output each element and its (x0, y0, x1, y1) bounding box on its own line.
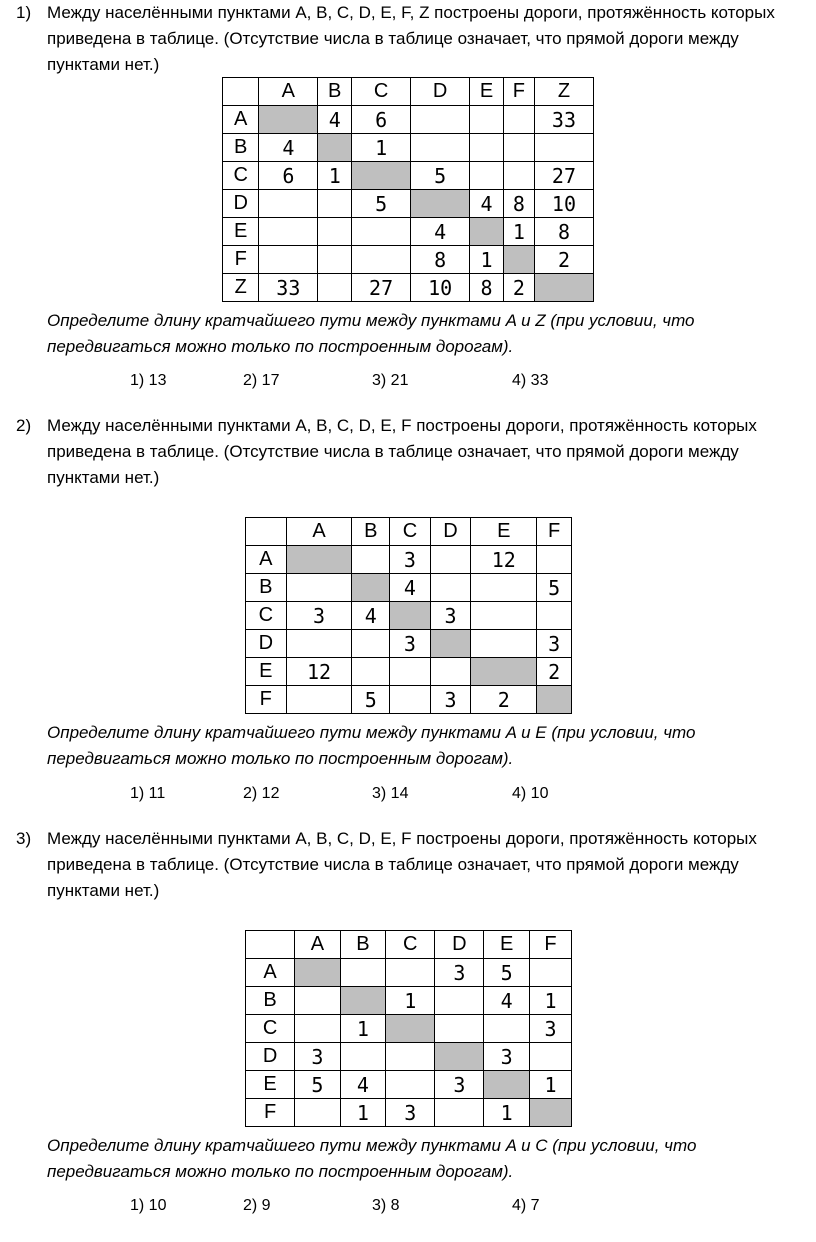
distance-cell: 1 (352, 134, 411, 162)
row-header: A (246, 546, 287, 574)
column-header: E (470, 78, 504, 106)
distance-cell: 3 (286, 602, 352, 630)
distance-cell: 12 (286, 658, 352, 686)
distance-cell: 2 (471, 686, 537, 714)
distance-cell: 4 (318, 106, 352, 134)
answer-options (0, 369, 816, 393)
distance-cell (435, 987, 484, 1015)
column-header: B (352, 518, 390, 546)
answer-option: 4) 33 (512, 372, 549, 389)
distance-cell: 4 (470, 190, 504, 218)
column-header: Z (534, 78, 593, 106)
answer-options (0, 782, 816, 806)
answer-option: 1) 13 (130, 372, 167, 389)
table-row (246, 1043, 572, 1071)
diagonal-cell (503, 246, 534, 274)
diagonal-cell (286, 546, 352, 574)
task-question: Определите длину кратчайшего пути между пунктами A и E (при условии, что передвигаться можно только по построенным дорогам). (47, 723, 696, 768)
distance-cell (503, 162, 534, 190)
distance-cell: 1 (529, 987, 571, 1015)
answer-option: 3) 21 (372, 372, 409, 389)
distance-cell (318, 246, 352, 274)
distance-cell: 3 (537, 630, 572, 658)
task-number: 1) (16, 3, 32, 22)
distance-cell: 33 (259, 274, 318, 302)
column-header: C (386, 931, 435, 959)
row-header: B (223, 134, 259, 162)
distance-cell (529, 959, 571, 987)
distance-cell (529, 1043, 571, 1071)
distance-cell (286, 686, 352, 714)
distance-cell (537, 546, 572, 574)
column-header: A (286, 518, 352, 546)
task-question: Определите длину кратчайшего пути между пунктами A и Z (при условии, что передвигаться можно только по построенным дорогам). (47, 311, 695, 356)
answer-option: 1) 10 (130, 1197, 167, 1214)
diagonal-cell (537, 686, 572, 714)
row-header: A (246, 959, 295, 987)
distance-cell: 2 (534, 246, 593, 274)
distance-cell: 1 (340, 1015, 386, 1043)
distance-cell: 12 (471, 546, 537, 574)
table-row (223, 218, 594, 246)
distance-cell: 8 (503, 190, 534, 218)
distance-cell (537, 602, 572, 630)
diagonal-cell (471, 658, 537, 686)
distance-cell: 1 (340, 1099, 386, 1127)
distance-cell (503, 106, 534, 134)
diagonal-cell (534, 274, 593, 302)
table-row (246, 1099, 572, 1127)
distance-table (222, 77, 594, 302)
table-row (246, 686, 572, 714)
column-header: F (537, 518, 572, 546)
diagonal-cell (430, 630, 471, 658)
distance-cell: 3 (430, 686, 471, 714)
table-row (246, 658, 572, 686)
table-row (223, 134, 594, 162)
diagonal-cell (390, 602, 431, 630)
task-text: Между населёнными пунктами A, B, C, D, E, F, Z построены дороги, протяжённость которых приведена в таблице. (Отсутствие числа в таблице означает, что прямой дороги между пунктами нет.) (47, 3, 775, 74)
column-header: A (259, 78, 318, 106)
diagonal-cell (470, 218, 504, 246)
diagonal-cell (340, 987, 386, 1015)
distance-cell (435, 1015, 484, 1043)
table-row (223, 274, 594, 302)
table-header-row (246, 931, 572, 959)
distance-cell: 3 (435, 959, 484, 987)
distance-cell: 3 (430, 602, 471, 630)
row-header: A (223, 106, 259, 134)
distance-cell (352, 218, 411, 246)
table-row (223, 106, 594, 134)
distance-cell: 1 (503, 218, 534, 246)
column-header: D (430, 518, 471, 546)
distance-cell: 10 (534, 190, 593, 218)
row-header: B (246, 574, 287, 602)
distance-cell (470, 106, 504, 134)
distance-cell: 3 (484, 1043, 530, 1071)
table-corner-cell (246, 518, 287, 546)
task-number: 2) (16, 416, 32, 435)
distance-cell: 33 (534, 106, 593, 134)
distance-cell: 6 (352, 106, 411, 134)
distance-cell: 4 (340, 1071, 386, 1099)
column-header: B (318, 78, 352, 106)
answer-option: 3) 14 (372, 785, 409, 802)
row-header: D (246, 630, 287, 658)
distance-cell: 5 (484, 959, 530, 987)
distance-cell (534, 134, 593, 162)
diagonal-cell (411, 190, 470, 218)
table-row (223, 246, 594, 274)
distance-cell (295, 1099, 341, 1127)
distance-cell: 5 (352, 686, 390, 714)
column-header: C (352, 78, 411, 106)
row-header: E (246, 658, 287, 686)
distance-cell (318, 218, 352, 246)
distance-cell (318, 274, 352, 302)
table-row (246, 602, 572, 630)
table-row (246, 546, 572, 574)
table-row (246, 1071, 572, 1099)
distance-cell: 4 (390, 574, 431, 602)
table-row (246, 1015, 572, 1043)
distance-cell: 5 (537, 574, 572, 602)
row-header: F (246, 1099, 295, 1127)
answer-option: 3) 8 (372, 1197, 400, 1214)
row-header: C (246, 1015, 295, 1043)
distance-cell (411, 134, 470, 162)
task-text: Между населёнными пунктами A, B, C, D, E, F построены дороги, протяжённость которых приведена в таблице. (Отсутствие числа в таблице означает, что прямой дороги между пунктами нет.) (47, 416, 757, 487)
distance-cell (352, 246, 411, 274)
diagonal-cell (352, 574, 390, 602)
distance-cell (484, 1015, 530, 1043)
distance-cell (352, 546, 390, 574)
distance-cell (386, 1071, 435, 1099)
distance-cell: 4 (411, 218, 470, 246)
answer-option: 2) 12 (243, 785, 280, 802)
table-header-row (246, 518, 572, 546)
distance-cell (471, 630, 537, 658)
row-header: E (246, 1071, 295, 1099)
distance-cell (470, 162, 504, 190)
distance-cell (390, 658, 431, 686)
distance-cell: 3 (435, 1071, 484, 1099)
table-row (246, 987, 572, 1015)
table-row (223, 162, 594, 190)
distance-cell (340, 959, 386, 987)
distance-cell (435, 1099, 484, 1127)
diagonal-cell (484, 1071, 530, 1099)
row-header: C (223, 162, 259, 190)
distance-cell: 3 (390, 630, 431, 658)
distance-cell: 10 (411, 274, 470, 302)
distance-cell (503, 134, 534, 162)
column-header: E (484, 931, 530, 959)
distance-cell: 1 (470, 246, 504, 274)
row-header: E (223, 218, 259, 246)
table-row (246, 574, 572, 602)
column-header: F (529, 931, 571, 959)
diagonal-cell (386, 1015, 435, 1043)
answer-option: 2) 9 (243, 1197, 271, 1214)
distance-cell: 5 (295, 1071, 341, 1099)
distance-cell (471, 574, 537, 602)
distance-cell: 1 (529, 1071, 571, 1099)
table-corner-cell (223, 78, 259, 106)
column-header: D (435, 931, 484, 959)
row-header: F (246, 686, 287, 714)
column-header: E (471, 518, 537, 546)
distance-cell: 8 (534, 218, 593, 246)
table-corner-cell (246, 931, 295, 959)
table-row (246, 630, 572, 658)
distance-cell: 3 (386, 1099, 435, 1127)
distance-cell (295, 1015, 341, 1043)
distance-cell: 4 (352, 602, 390, 630)
column-header: C (390, 518, 431, 546)
distance-cell: 5 (352, 190, 411, 218)
distance-cell (259, 190, 318, 218)
distance-cell (295, 987, 341, 1015)
distance-cell (259, 246, 318, 274)
distance-cell: 3 (295, 1043, 341, 1071)
answer-option: 1) 11 (130, 785, 166, 802)
distance-cell: 4 (259, 134, 318, 162)
distance-cell (471, 602, 537, 630)
distance-cell: 8 (470, 274, 504, 302)
distance-cell: 3 (529, 1015, 571, 1043)
answer-option: 4) 10 (512, 785, 549, 802)
diagonal-cell (318, 134, 352, 162)
distance-cell (318, 190, 352, 218)
distance-cell (390, 686, 431, 714)
row-header: B (246, 987, 295, 1015)
distance-cell (430, 658, 471, 686)
distance-cell: 5 (411, 162, 470, 190)
row-header: D (223, 190, 259, 218)
column-header: A (295, 931, 341, 959)
table-row (223, 190, 594, 218)
distance-cell (286, 574, 352, 602)
distance-cell (352, 630, 390, 658)
distance-cell: 27 (534, 162, 593, 190)
column-header: D (411, 78, 470, 106)
distance-cell: 6 (259, 162, 318, 190)
diagonal-cell (529, 1099, 571, 1127)
answer-option: 4) 7 (512, 1197, 540, 1214)
task-number: 3) (16, 829, 32, 848)
distance-cell (430, 546, 471, 574)
table-row (246, 959, 572, 987)
distance-cell: 27 (352, 274, 411, 302)
distance-cell (340, 1043, 386, 1071)
row-header: D (246, 1043, 295, 1071)
distance-cell: 4 (484, 987, 530, 1015)
distance-cell (259, 218, 318, 246)
diagonal-cell (435, 1043, 484, 1071)
diagonal-cell (352, 162, 411, 190)
distance-cell (352, 658, 390, 686)
task-text: Между населёнными пунктами A, B, C, D, E, F построены дороги, протяжённость которых приведена в таблице. (Отсутствие числа в таблице означает, что прямой дороги между пунктами нет.) (47, 829, 757, 900)
distance-cell: 1 (386, 987, 435, 1015)
answer-option: 2) 17 (243, 372, 280, 389)
diagonal-cell (259, 106, 318, 134)
distance-cell (386, 959, 435, 987)
row-header: Z (223, 274, 259, 302)
column-header: F (503, 78, 534, 106)
distance-cell: 3 (390, 546, 431, 574)
answer-options (0, 1194, 816, 1218)
distance-table (245, 517, 572, 714)
distance-cell: 1 (318, 162, 352, 190)
task-question: Определите длину кратчайшего пути между пунктами A и C (при условии, что передвигаться можно только по построенным дорогам). (47, 1136, 697, 1181)
diagonal-cell (295, 959, 341, 987)
column-header: B (340, 931, 386, 959)
distance-cell (286, 630, 352, 658)
table-header-row (223, 78, 594, 106)
row-header: C (246, 602, 287, 630)
distance-cell: 8 (411, 246, 470, 274)
distance-cell (470, 134, 504, 162)
distance-cell (386, 1043, 435, 1071)
distance-cell: 2 (537, 658, 572, 686)
row-header: F (223, 246, 259, 274)
distance-cell: 1 (484, 1099, 530, 1127)
distance-cell (430, 574, 471, 602)
distance-cell (411, 106, 470, 134)
distance-cell: 2 (503, 274, 534, 302)
distance-table (245, 930, 572, 1127)
